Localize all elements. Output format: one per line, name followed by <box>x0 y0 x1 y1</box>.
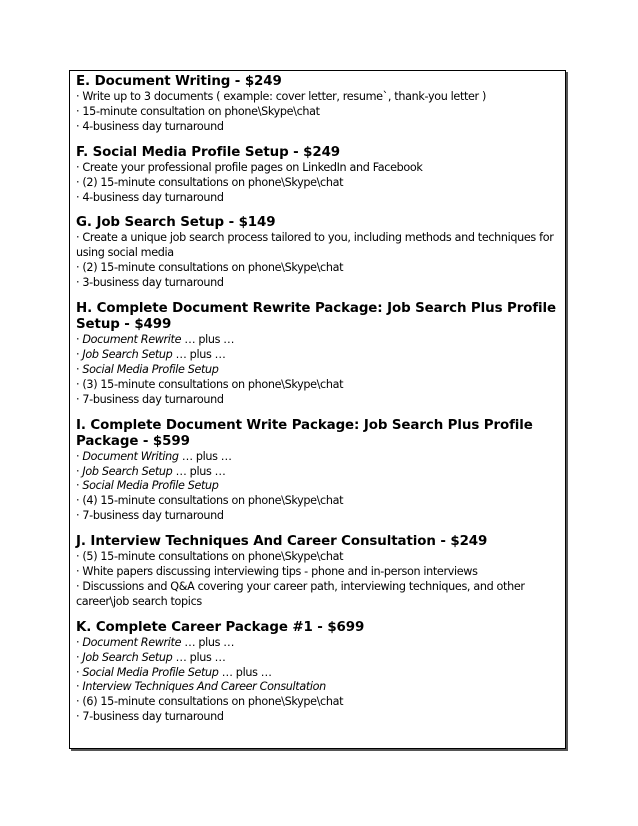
bullet-item <box>76 565 560 580</box>
section-title: E. Document Writing - $249 <box>76 74 282 89</box>
item-emphasis: Social Media Profile Setup <box>82 362 219 376</box>
service-section <box>76 145 560 206</box>
item-emphasis: Job Search Setup <box>82 347 173 361</box>
item-text: · 7-business day turnaround <box>76 392 224 406</box>
item-text: … plus … <box>172 464 226 478</box>
item-text: … plus … <box>218 665 272 679</box>
service-section <box>76 74 560 135</box>
item-text: · (5) 15-minute consultations on phone\Skype\chat <box>76 550 344 564</box>
item-text: · 4-business day turnaround <box>76 119 224 133</box>
bullet-item <box>76 580 560 610</box>
bullet-marker: · <box>76 449 83 463</box>
service-section <box>76 620 560 725</box>
bullet-item <box>76 378 560 393</box>
item-text: · (3) 15-minute consultations on phone\Skype\chat <box>76 377 344 391</box>
bullet-marker: · <box>76 635 83 649</box>
bullet-item <box>76 261 560 276</box>
item-text: · (6) 15-minute consultations on phone\Skype\chat <box>76 695 344 709</box>
item-text: · Discussions and Q&A covering your career path, interviewing techniques, and other career\job search topics <box>76 579 525 608</box>
services-box <box>69 70 566 749</box>
bullet-item <box>76 636 560 651</box>
service-section <box>76 534 560 610</box>
bullet-item <box>76 120 560 135</box>
bullet-item <box>76 710 560 725</box>
section-title: F. Social Media Profile Setup - $249 <box>76 144 341 160</box>
bullet-marker: · <box>76 665 83 679</box>
bullet-item <box>76 393 560 408</box>
bullet-item <box>76 333 560 348</box>
item-emphasis: Document Rewrite <box>82 333 182 347</box>
bullet-item <box>76 695 560 710</box>
item-emphasis: Job Search Setup <box>82 650 173 664</box>
bullet-item <box>76 348 560 363</box>
section-title: I. Complete Document Write Package: Job Search Plus Profile Package - $599 <box>76 417 533 449</box>
bullet-item <box>76 176 560 191</box>
bullet-item <box>76 363 560 378</box>
bullet-item <box>76 231 560 261</box>
bullet-marker: · <box>76 347 83 361</box>
bullet-item <box>76 276 560 291</box>
bullet-item <box>76 161 560 176</box>
item-emphasis: Interview Techniques And Career Consultation <box>82 680 326 694</box>
bullet-marker: · <box>76 680 83 694</box>
bullet-marker: · <box>76 333 83 347</box>
item-emphasis: Job Search Setup <box>82 464 173 478</box>
item-text: · 4-business day turnaround <box>76 190 224 204</box>
bullet-marker: · <box>76 650 83 664</box>
section-title: K. Complete Career Package #1 - $699 <box>76 619 365 635</box>
item-emphasis: Document Rewrite <box>82 635 182 649</box>
item-text: · Create your professional profile pages on LinkedIn and Facebook <box>76 160 423 174</box>
section-title: G. Job Search Setup - $149 <box>76 215 276 231</box>
bullet-item <box>76 550 560 565</box>
item-text: · 15-minute consultation on phone\Skype\chat <box>76 104 320 118</box>
item-text: · White papers discussing interviewing tips - phone and in-person interviews <box>76 565 478 579</box>
item-emphasis: Social Media Profile Setup <box>82 665 219 679</box>
item-text: · 3-business day turnaround <box>76 276 224 290</box>
item-text: … plus … <box>178 449 232 463</box>
bullet-item <box>76 105 560 120</box>
section-title: H. Complete Document Rewrite Package: Job Search Plus Profile Setup - $499 <box>76 301 557 333</box>
bullet-item <box>76 465 560 480</box>
item-text: · (2) 15-minute consultations on phone\Skype\chat <box>76 175 344 189</box>
bullet-item <box>76 450 560 465</box>
bullet-item <box>76 651 560 666</box>
bullet-item <box>76 90 560 105</box>
bullet-item <box>76 666 560 681</box>
bullet-item <box>76 191 560 206</box>
bullet-item <box>76 680 560 695</box>
item-text: · 7-business day turnaround <box>76 710 224 724</box>
bullet-marker: · <box>76 464 83 478</box>
item-text: · (4) 15-minute consultations on phone\Skype\chat <box>76 494 344 508</box>
item-text: … plus … <box>172 650 226 664</box>
bullet-marker: · <box>76 362 83 376</box>
bullet-item <box>76 494 560 509</box>
item-emphasis: Social Media Profile Setup <box>82 479 219 493</box>
item-text: · Create a unique job search process tailored to you, including methods and techniques for using social media <box>76 231 554 260</box>
item-text: · (2) 15-minute consultations on phone\Skype\chat <box>76 261 344 275</box>
section-title: J. Interview Techniques And Career Consultation - $249 <box>76 534 488 550</box>
item-text: … plus … <box>172 347 226 361</box>
item-text: · 7-business day turnaround <box>76 509 224 523</box>
item-text: … plus … <box>181 333 235 347</box>
service-section <box>76 301 560 408</box>
bullet-item <box>76 479 560 494</box>
item-text: · Write up to 3 documents ( example: cover letter, resume`, thank-you letter ) <box>76 90 487 103</box>
service-section <box>76 418 560 525</box>
item-emphasis: Document Writing <box>82 449 179 463</box>
item-text: … plus … <box>181 635 235 649</box>
bullet-item <box>76 509 560 524</box>
service-section <box>76 215 560 291</box>
bullet-marker: · <box>76 479 83 493</box>
